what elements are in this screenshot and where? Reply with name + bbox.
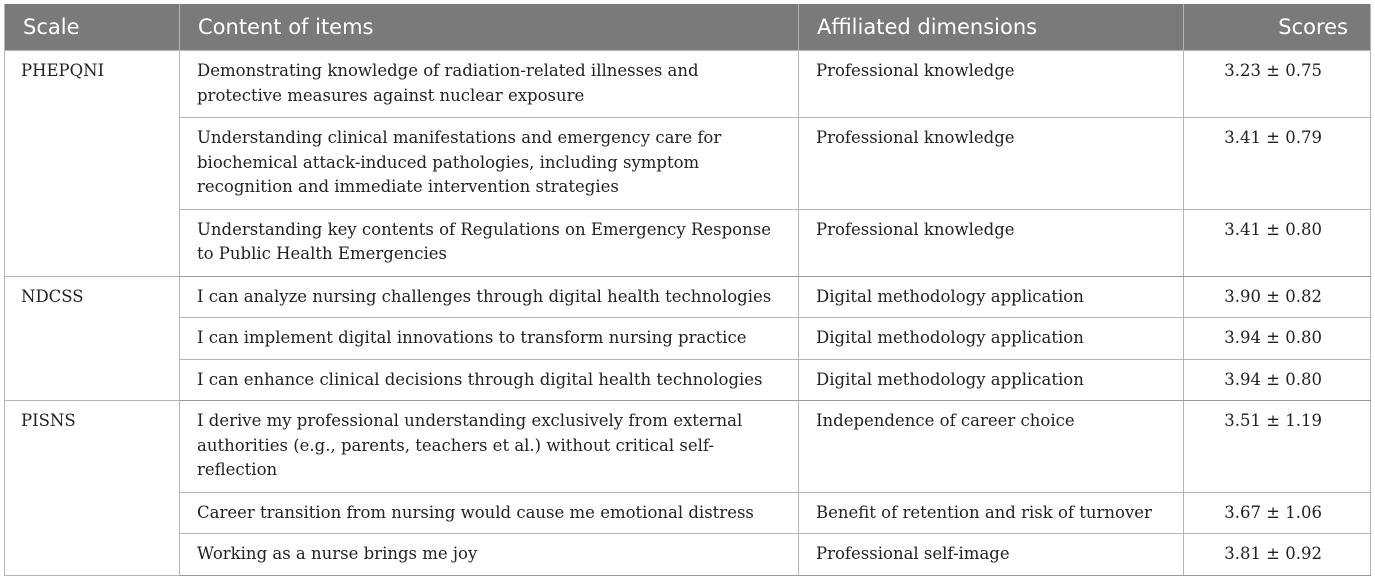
- dimension-cell: Professional knowledge: [799, 209, 1184, 276]
- table-row: [5, 401, 1371, 493]
- dimension-cell: Professional self-image: [799, 534, 1184, 576]
- content-cell: Working as a nurse brings me joy: [180, 534, 799, 576]
- score-cell: 3.41 ± 0.80: [1184, 209, 1371, 276]
- table-row: [5, 209, 1371, 276]
- header-content: Content of items: [180, 4, 799, 51]
- header-dimension: Affiliated dimensions: [799, 4, 1184, 51]
- dimension-cell: Independence of career choice: [799, 401, 1184, 493]
- header-scores: Scores: [1184, 4, 1371, 51]
- table-row: [5, 492, 1371, 534]
- content-cell: I derive my professional understanding exclusively from external authorities (e.g., parents, teachers et al.) without critical self-reflection: [180, 401, 799, 493]
- content-cell: Demonstrating knowledge of radiation-related illnesses and protective measures against nuclear exposure: [180, 51, 799, 118]
- score-cell: 3.94 ± 0.80: [1184, 318, 1371, 360]
- header-row: [5, 4, 1371, 51]
- score-cell: 3.41 ± 0.79: [1184, 118, 1371, 210]
- score-cell: 3.94 ± 0.80: [1184, 359, 1371, 401]
- score-cell: 3.67 ± 1.06: [1184, 492, 1371, 534]
- content-cell: I can enhance clinical decisions through digital health technologies: [180, 359, 799, 401]
- dimension-cell: Digital methodology application: [799, 276, 1184, 318]
- table-row: [5, 51, 1371, 118]
- table-row: [5, 276, 1371, 318]
- score-cell: 3.81 ± 0.92: [1184, 534, 1371, 576]
- score-cell: 3.51 ± 1.19: [1184, 401, 1371, 493]
- scale-cell: PISNS: [5, 401, 180, 576]
- dimension-cell: Benefit of retention and risk of turnover: [799, 492, 1184, 534]
- content-cell: I can analyze nursing challenges through digital health technologies: [180, 276, 799, 318]
- dimension-cell: Digital methodology application: [799, 359, 1184, 401]
- score-cell: 3.23 ± 0.75: [1184, 51, 1371, 118]
- content-cell: Understanding key contents of Regulations on Emergency Response to Public Health Emergencies: [180, 209, 799, 276]
- content-cell: Career transition from nursing would cause me emotional distress: [180, 492, 799, 534]
- table-row: [5, 359, 1371, 401]
- table-row: [5, 118, 1371, 210]
- items-table: [4, 4, 1371, 576]
- table-row: [5, 318, 1371, 360]
- dimension-cell: Digital methodology application: [799, 318, 1184, 360]
- scale-cell: PHEPQNI: [5, 51, 180, 277]
- content-cell: Understanding clinical manifestations and emergency care for biochemical attack-induced pathologies, including symptom recognition and immediate intervention strategies: [180, 118, 799, 210]
- table-row: [5, 534, 1371, 576]
- score-cell: 3.90 ± 0.82: [1184, 276, 1371, 318]
- header-scale: Scale: [5, 4, 180, 51]
- scale-cell: NDCSS: [5, 276, 180, 401]
- dimension-cell: Professional knowledge: [799, 118, 1184, 210]
- content-cell: I can implement digital innovations to transform nursing practice: [180, 318, 799, 360]
- dimension-cell: Professional knowledge: [799, 51, 1184, 118]
